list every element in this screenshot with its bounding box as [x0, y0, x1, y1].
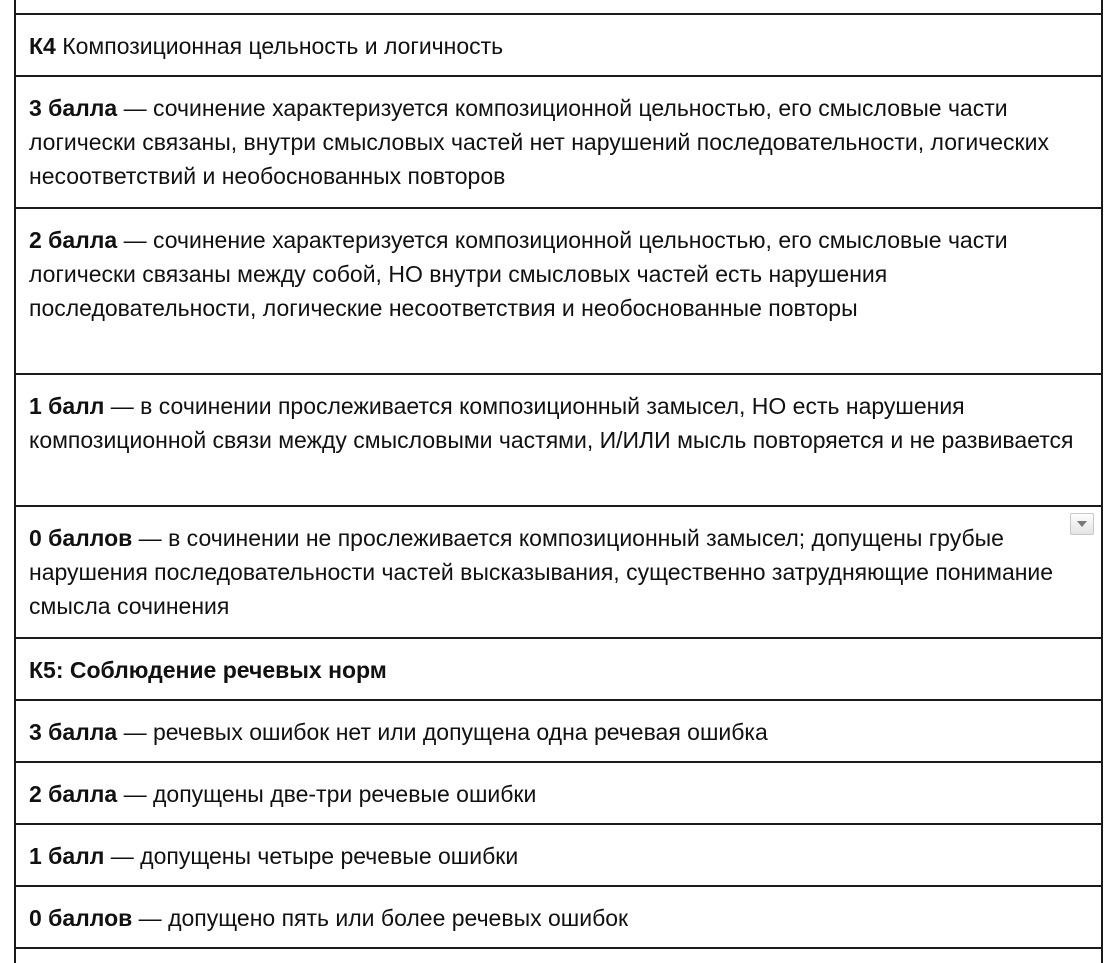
criterion-title: Композиционная цельность и логичность: [55, 33, 504, 59]
criterion-title: К5: Соблюдение речевых норм: [29, 657, 387, 683]
score-label: 2 балла: [29, 227, 118, 253]
collapse-button[interactable]: [1070, 513, 1094, 535]
score-label: 3 балла: [29, 719, 118, 745]
score-description: — в сочинении прослеживается композиционный замысел, НО есть нарушения композиционной связи между смысловыми частями, И/ИЛИ мысль повторяется и не развивается: [29, 393, 1074, 453]
score-label: 0 баллов: [29, 905, 133, 931]
table-row-next: [16, 949, 1101, 963]
score-label: 2 балла: [29, 781, 118, 807]
score-description: — сочинение характеризуется композиционной цельностью, его смысловые части логически связаны, внутри смысловых частей нет нарушений последовательности, логических несоответствий и необоснованных повторов: [29, 95, 1049, 189]
score-description: — допущены две-три речевые ошибки: [117, 781, 537, 807]
score-row-3: [16, 77, 1101, 209]
score-row-2: [16, 763, 1101, 825]
score-row-1: [16, 825, 1101, 887]
score-row-0: [16, 507, 1101, 639]
criterion-header-k4: [16, 15, 1101, 77]
chevron-down-icon: [1077, 521, 1087, 527]
score-label: 0 баллов: [29, 525, 133, 551]
score-description: — сочинение характеризуется композиционной цельностью, его смысловые части логически связаны между собой, НО внутри смысловых частей есть нарушения последовательности, логические несоответствия и необоснованные повторы: [29, 227, 1008, 321]
score-row-3: [16, 701, 1101, 763]
criterion-code: К4: [29, 33, 56, 59]
score-label: 3 балла: [29, 95, 118, 121]
table-row-previous: [16, 0, 1101, 15]
score-description: — допущены четыре речевые ошибки: [104, 843, 519, 869]
score-label: 1 балл: [29, 393, 105, 419]
score-row-1: [16, 375, 1101, 507]
score-description: — в сочинении не прослеживается композиционный замысел; допущены грубые нарушения последовательности частей высказывания, существенно затрудняющие понимание смысла сочинения: [29, 525, 1054, 619]
criteria-table: [14, 0, 1103, 963]
score-description: — допущено пять или более речевых ошибок: [132, 905, 629, 931]
score-label: 1 балл: [29, 843, 105, 869]
criterion-header-k5: [16, 639, 1101, 701]
score-row-2: [16, 209, 1101, 375]
score-description: — речевых ошибок нет или допущена одна речевая ошибка: [117, 719, 768, 745]
score-row-0: [16, 887, 1101, 949]
